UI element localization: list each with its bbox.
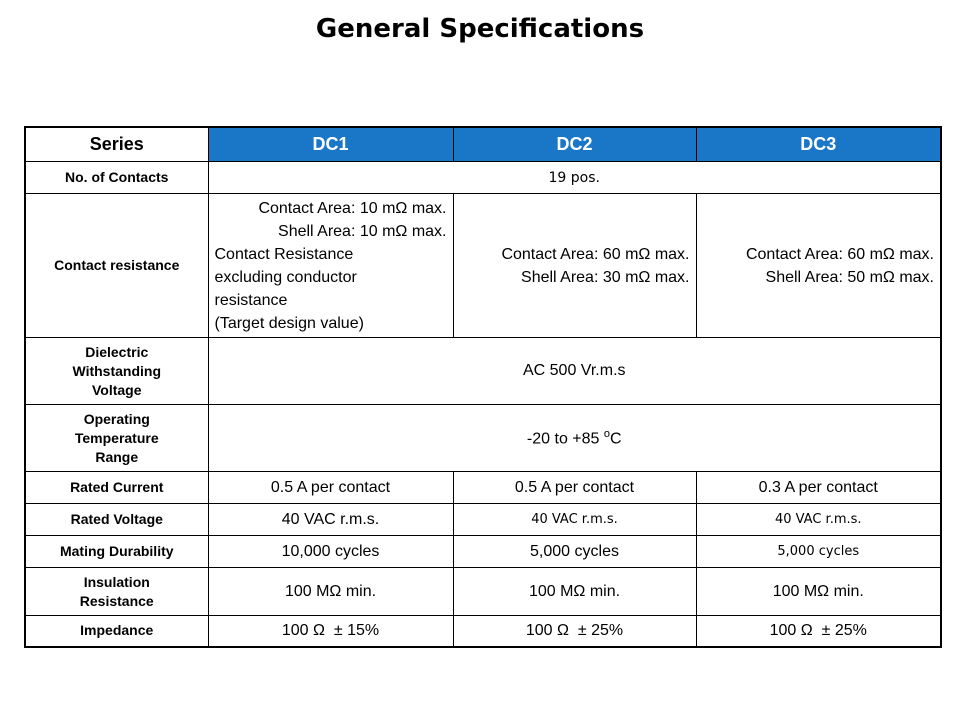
label-line: Withstanding [72,362,162,379]
impedance-dc3: 100 Ω ± 25% [696,616,941,647]
table-header-row [25,127,941,162]
temperature-value [208,405,941,472]
durability-dc1: 10,000 cycles [208,536,453,568]
resistance-dc1-line: Shell Area: 10 mΩ max. [278,222,447,240]
voltage-dc2: 40 VAC r.m.s. [453,504,696,536]
resistance-dc1 [208,194,453,338]
row-label-insulation [25,568,208,616]
resistance-dc3-line: Contact Area: 60 mΩ max. [745,245,934,263]
impedance-dc2: 100 Ω ± 25% [453,616,696,647]
resistance-dc1-line: Contact Resistance [214,245,354,263]
row-label-resistance: Contact resistance [25,194,208,338]
insulation-dc1: 100 MΩ min. [208,568,453,616]
current-dc2: 0.5 A per contact [453,472,696,504]
label-line: Temperature [74,429,159,446]
resistance-dc1-line: Contact Area: 10 mΩ max. [258,199,447,217]
label-line: Range [95,448,139,465]
voltage-dc3: 40 VAC r.m.s. [696,504,941,536]
header-dc3: DC3 [696,127,941,162]
table-row [25,338,941,405]
insulation-dc3: 100 MΩ min. [696,568,941,616]
resistance-dc1-line: resistance [214,291,288,309]
row-label-voltage: Rated Voltage [25,504,208,536]
header-dc1: DC1 [208,127,453,162]
resistance-dc2-line: Shell Area: 30 mΩ max. [521,268,690,286]
spec-table [24,126,942,648]
table-row [25,472,941,504]
label-line: Resistance [79,592,154,609]
table-row [25,162,941,194]
voltage-dc1: 40 VAC r.m.s. [208,504,453,536]
temperature-unit: C [610,430,622,448]
durability-dc3: 5,000 cycles [696,536,941,568]
resistance-dc2 [453,194,696,338]
resistance-dc3-line: Shell Area: 50 mΩ max. [765,268,934,286]
row-label-dielectric [25,338,208,405]
row-label-temperature [25,405,208,472]
current-dc1: 0.5 A per contact [208,472,453,504]
row-label-impedance: Impedance [25,616,208,647]
resistance-dc2-line: Contact Area: 60 mΩ max. [501,245,690,263]
label-line: Operating [83,410,150,427]
row-label-current: Rated Current [25,472,208,504]
table-row [25,504,941,536]
row-label-durability: Mating Durability [25,536,208,568]
table-row [25,536,941,568]
temperature-range: -20 to +85 [526,430,604,448]
resistance-dc3 [696,194,941,338]
resistance-dc1-line: (Target design value) [214,314,364,332]
row-label-contacts: No. of Contacts [25,162,208,194]
resistance-dc1-line: excluding conductor [214,268,357,286]
durability-dc2: 5,000 cycles [453,536,696,568]
page-title: General Specifications [315,14,645,44]
degree-sign: o [603,427,610,440]
table-row [25,568,941,616]
impedance-dc1: 100 Ω ± 15% [208,616,453,647]
label-line: Voltage [91,381,142,398]
current-dc3: 0.3 A per contact [696,472,941,504]
contacts-value: 19 pos. [208,162,941,194]
table-row [25,194,941,338]
table-row [25,405,941,472]
insulation-dc2: 100 MΩ min. [453,568,696,616]
header-dc2: DC2 [453,127,696,162]
header-series: Series [25,127,208,162]
label-line: Dielectric [85,343,149,360]
label-line: Insulation [83,573,150,590]
dielectric-value: AC 500 Vr.m.s [208,338,941,405]
table-row [25,616,941,647]
